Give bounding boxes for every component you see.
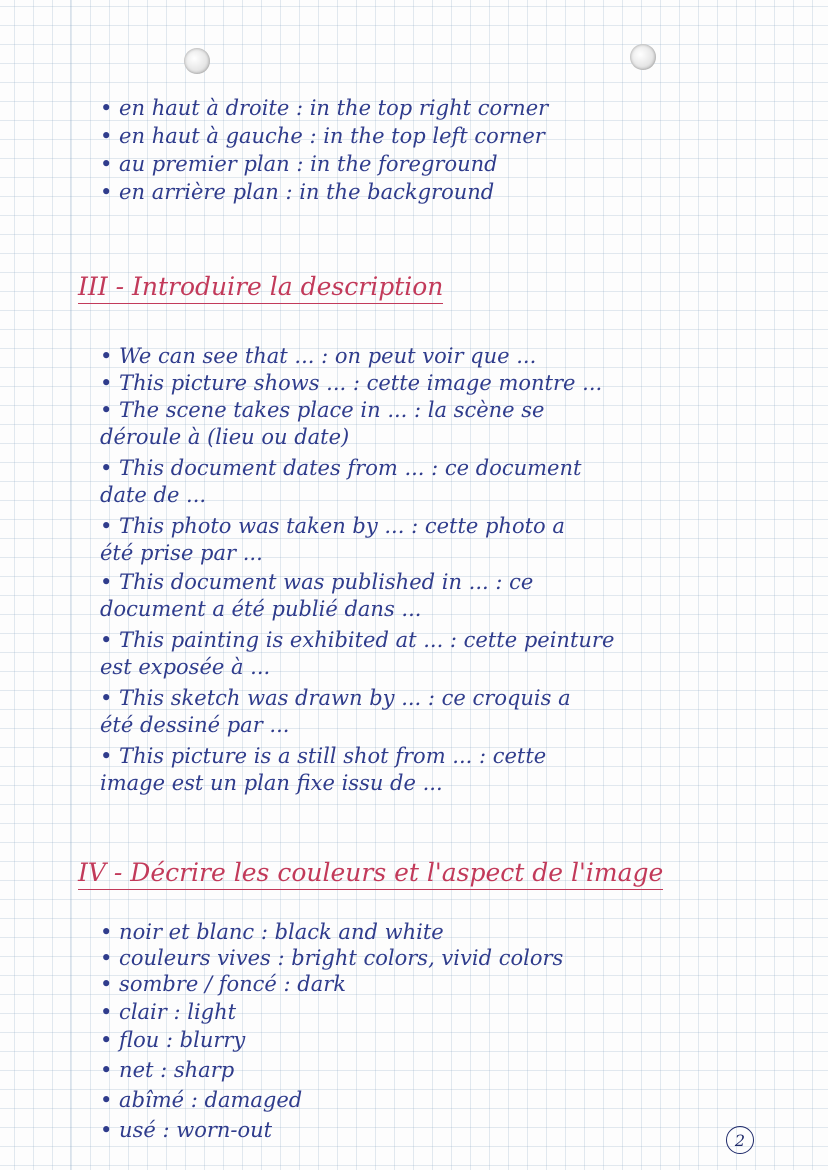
section-4-line: • usé : worn-out	[100, 1118, 273, 1142]
section-3-line: • This painting is exhibited at ... : cette peinture	[100, 628, 615, 652]
section-3-line: été prise par ...	[100, 541, 263, 565]
vocab-line: • au premier plan : in the foreground	[100, 152, 498, 176]
section-3-line: date de ...	[100, 483, 207, 507]
section-3-line: • This photo was taken by ... : cette photo a	[100, 514, 565, 538]
section-3-line: déroule à (lieu ou date)	[100, 425, 350, 449]
vocab-line: • en haut à droite : in the top right corner	[100, 96, 549, 120]
section-3-line: • This picture shows ... : cette image montre ...	[100, 371, 603, 395]
section-3-line: document a été publié dans ...	[100, 597, 422, 621]
vocab-line: • en arrière plan : in the background	[100, 180, 495, 204]
section-4-line: • noir et blanc : black and white	[100, 920, 444, 944]
section-3-line: • We can see that ... : on peut voir que ...	[100, 344, 537, 368]
vocab-line: • en haut à gauche : in the top left corner	[100, 124, 545, 148]
section-3-line: été dessiné par ...	[100, 713, 290, 737]
section-4-line: • abîmé : damaged	[100, 1088, 303, 1112]
page-number: 2	[726, 1126, 754, 1154]
section-3-line: • This picture is a still shot from ... : cette	[100, 744, 547, 768]
section-3-line: • This document was published in ... : ce	[100, 570, 534, 594]
punch-hole-left	[184, 48, 210, 74]
section-4-line: • net : sharp	[100, 1058, 235, 1082]
section-3-line: • This document dates from ... : ce document	[100, 456, 582, 480]
section-3-line: image est un plan fixe issu de ...	[100, 771, 443, 795]
section-4-line: • couleurs vives : bright colors, vivid colors	[100, 946, 564, 970]
punch-hole-right	[630, 44, 656, 70]
section-3-line: • This sketch was drawn by ... : ce croquis a	[100, 686, 571, 710]
section-3-line: est exposée à ...	[100, 655, 271, 679]
section-4-line: • sombre / foncé : dark	[100, 972, 347, 996]
section-4-title: IV - Décrire les couleurs et l'aspect de l'image	[78, 858, 663, 890]
section-3-line: • The scene takes place in ... : la scène se	[100, 398, 545, 422]
section-3-title: III - Introduire la description	[78, 272, 443, 304]
margin-line	[70, 0, 71, 1170]
section-4-line: • flou : blurry	[100, 1028, 246, 1052]
section-4-line: • clair : light	[100, 1000, 237, 1024]
